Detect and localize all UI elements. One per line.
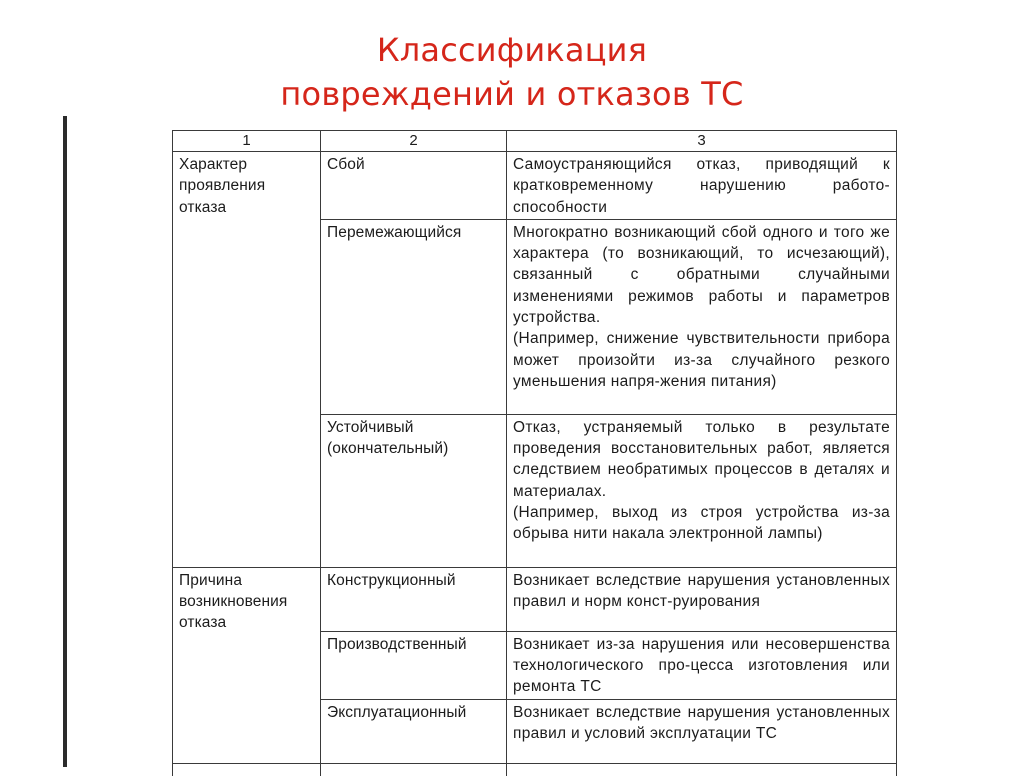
- type-cell: Сбой: [321, 152, 507, 220]
- description-cell: [507, 152, 897, 220]
- column-header-2: 2: [321, 131, 507, 152]
- type-cell: Производственный: [321, 631, 507, 699]
- category-cell-manifestation: Характер проявления отказа: [173, 152, 321, 568]
- description-text: Отказ, устраняемый только в результате проведения восстановительных работ, является следствием необратимых процессов в деталях и материалах.: [513, 418, 890, 500]
- empty-cell: [173, 763, 321, 776]
- slide-title-line-1: Классификация: [376, 31, 648, 69]
- column-header-3: 3: [507, 131, 897, 152]
- description-text: Возникает вследствие нарушения установленных правил и условий эксплуатации ТС: [513, 703, 890, 743]
- description-cell: [507, 699, 897, 763]
- description-cell: [507, 219, 897, 414]
- left-margin-rule: [63, 116, 67, 767]
- table-row: [173, 567, 897, 631]
- failure-classification-table: [172, 130, 897, 776]
- empty-cell: [507, 763, 897, 776]
- slide-title-line-2: повреждений и отказов ТС: [280, 75, 744, 113]
- type-cell: Конструкционный: [321, 567, 507, 631]
- category-cell-cause: Причина возникновения отказа: [173, 567, 321, 763]
- table-header-row: [173, 131, 897, 152]
- slide-title: [0, 28, 1024, 116]
- description-text: Возникает вследствие нарушения установленных правил и норм конст-руирования: [513, 571, 890, 611]
- table-row: [173, 152, 897, 220]
- description-cell: [507, 631, 897, 699]
- description-text: Самоустраняющийся отказ, приводящий к кратковременному нарушению работо-способности: [513, 156, 890, 216]
- description-text: Возникает из-за нарушения или несовершенства технологического про-цесса изготовления или ремонта ТС: [513, 635, 890, 696]
- empty-cell: [321, 763, 507, 776]
- description-cell: [507, 414, 897, 567]
- type-cell: Эксплуатационный: [321, 699, 507, 763]
- example-text: (Например, выход из строя устройства из-за обрыва нити накала электронной лампы): [513, 504, 890, 543]
- table-row-cut-off: [173, 763, 897, 776]
- description-text: Многократно возникающий сбой одного и того же характера (то возникающий, то исчезающий), связанный с обратными случайными изменениями режимов работы и параметров устройства.: [513, 223, 890, 327]
- example-text: (Например, снижение чувствительности прибора может произойти из-за случайного резкого уменьшения напря-жения питания): [513, 330, 890, 390]
- description-cell: [507, 567, 897, 631]
- type-cell: Устойчивый (окончательный): [321, 414, 507, 567]
- type-cell: Перемежающийся: [321, 219, 507, 414]
- column-header-1: 1: [173, 131, 321, 152]
